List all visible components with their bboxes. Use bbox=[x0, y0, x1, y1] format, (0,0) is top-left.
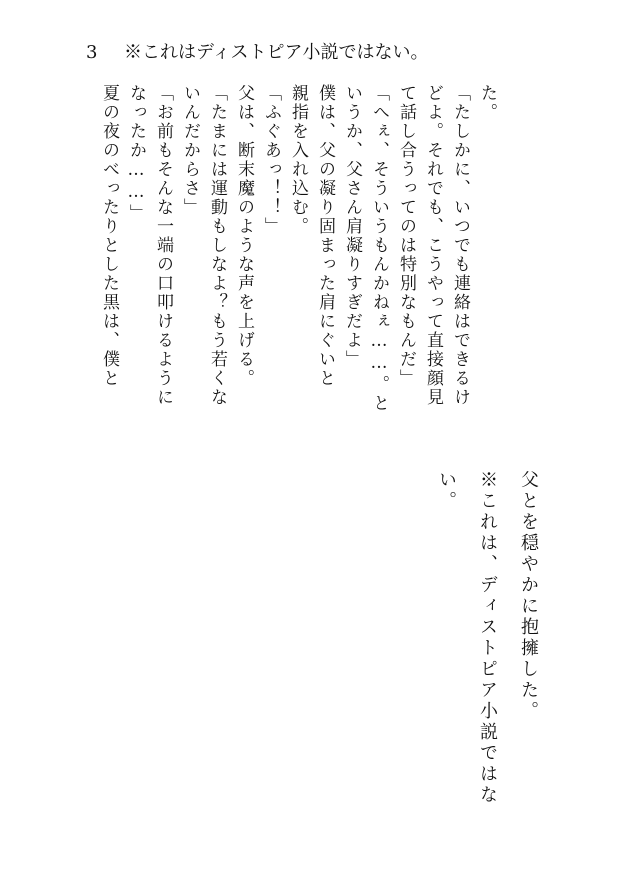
lower-text-block bbox=[414, 470, 537, 806]
text-line: 親指を入れ込む。 bbox=[288, 84, 308, 236]
upper-text-block bbox=[90, 84, 495, 413]
running-header bbox=[86, 38, 429, 64]
text-line: いうか、父さん肩凝りすぎだよ」 bbox=[342, 84, 362, 369]
text-line: なったか……」 bbox=[126, 84, 146, 223]
text-line: て話し合うってのは特別なもんだ」 bbox=[396, 84, 416, 388]
text-line: 夏の夜のべったりとした黒は、僕と bbox=[99, 84, 119, 388]
text-line: た。 bbox=[477, 84, 497, 122]
text-line: 父は、断末魔のような声を上げる。 bbox=[234, 84, 254, 388]
text-line: 「へぇ、そういうもんかねぇ……。と bbox=[369, 84, 389, 413]
text-line: 「ふぐあっ！！」 bbox=[261, 84, 281, 236]
text-line: どよ。それでも、こうやって直接顔見 bbox=[423, 84, 443, 407]
text-line: 「お前もそんな一端の口叩けるように bbox=[153, 84, 173, 407]
text-line: い。 bbox=[436, 470, 457, 512]
page-number: 3 bbox=[86, 42, 98, 63]
text-line: いんだからさ」 bbox=[180, 84, 200, 217]
text-line: 父とを穏やかに抱擁した。 bbox=[518, 470, 539, 722]
text-line: 僕は、父の凝り固まった肩にぐいと bbox=[315, 84, 335, 388]
running-title: ※これはディストピア小説ではない。 bbox=[124, 42, 429, 63]
text-line: ※これは、ディストピア小説ではな bbox=[477, 470, 498, 806]
text-line: 「たまには運動もしなよ？もう若くな bbox=[207, 84, 227, 407]
text-line: 「たしかに、いつでも連絡はできるけ bbox=[450, 84, 470, 407]
